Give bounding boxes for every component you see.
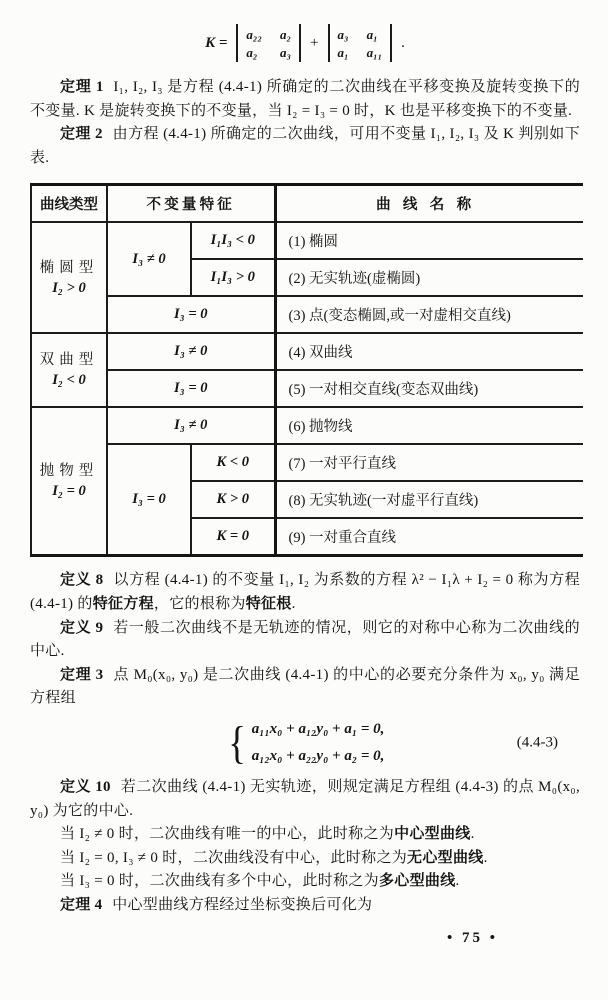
cell-inv-i1i3-lt-0: I₁I₃ < 0 [191,222,275,259]
k-formula [30,20,580,66]
table-row-7 [31,444,583,481]
cell-inv-i3-ne-0: I₃ ≠ 0 [107,222,191,296]
theorem-3 [30,664,580,711]
case-noncentral-term: 无心型曲线 [407,849,484,866]
table-row-4 [31,333,583,370]
definition-8-bold-characteristic-equation: 特征方程 [92,595,154,612]
cell-inv-k-lt-0: K < 0 [191,444,275,481]
cell-inv-k-eq-0: K = 0 [191,518,275,556]
cell-inv-i3-eq-0-hyperbolic: I₃ = 0 [107,370,275,407]
cell-type-elliptic: 椭圆型 I₂ > 0 [31,222,107,333]
case-multicentral-pre: 当 I₃ = 0 时，二次曲线有多个中心，此时称之为 [60,873,379,890]
definition-9 [30,617,580,664]
determinant-2 [328,24,393,62]
theorem-4-label: 定理 4 [60,896,103,913]
det2-a1-top: a₁ [366,27,378,42]
cell-name-ellipse: (1) 椭圆 [275,222,583,259]
equation-system-4-4-3 [30,714,580,772]
det1-a3: a₃ [280,45,292,60]
classification-table [30,183,583,557]
cell-name-imaginary-parallel-lines: (8) 无实轨迹(一对虚平行直线) [275,481,583,518]
case-noncentral-curve [30,847,580,871]
cell-inv-i1i3-gt-0: I₁I₃ > 0 [191,259,275,296]
theorem-2-text: 由方程 (4.4-1) 所确定的二次曲线，可用不变量 I₁, I₂, I₃ 及 K 判别如下表. [30,126,580,166]
cell-inv-k-gt-0: K > 0 [191,481,275,518]
cell-name-parallel-lines: (7) 一对平行直线 [275,444,583,481]
definition-8-text-3: . [291,595,296,612]
det1-a2-top: a₂ [280,27,292,42]
definition-8 [30,569,580,616]
theorem-2 [30,123,580,170]
cell-inv-i3-ne-0-parabolic: I₃ ≠ 0 [107,407,275,444]
table-header-row [31,185,583,223]
header-curve-type: 曲线类型 [31,185,107,223]
table-row-6 [31,407,583,444]
det2-a3: a₃ [337,27,349,42]
det1-a2-bottom: a₂ [246,45,258,60]
definition-9-text: 若一般二次曲线不是无轨迹的情况，则它的对称中心称为二次曲线的中心. [30,619,580,660]
theorem-3-text: 点 M₀(x₀, y₀) 是二次曲线 (4.4-1) 的中心的必要充分条件为 x₀, y₀ 满足方程组 [30,666,580,707]
theorem-1 [30,76,580,123]
k-formula-plus: + [310,34,319,51]
cell-type-parabolic: 抛物型 I₂ = 0 [31,407,107,556]
k-formula-period: . [401,34,405,51]
definition-8-text-1: 以方程 (4.4-1) 的不变量 I₁, I₂ 为系数的方程 λ² − I₁λ + I₂ = 0 称为方程 (4.4-1) 的 [30,572,580,612]
page-number: • 75 • [446,929,498,946]
definition-8-text-2: ，它的根称为 [153,595,246,612]
cell-name-intersecting-lines: (5) 一对相交直线(变态双曲线) [275,370,583,407]
cell-name-parabola: (6) 抛物线 [275,407,583,444]
case-central-post: . [470,826,475,843]
cell-inv-i3-eq-0-parabolic: I₃ = 0 [107,444,191,556]
cell-name-coincident-lines: (9) 一对重合直线 [275,518,583,556]
cell-inv-i3-ne-0-hyperbolic: I₃ ≠ 0 [107,333,275,370]
case-central-curve [30,823,580,847]
table-row-3 [31,296,583,333]
cell-inv-i3-eq-0-elliptic: I₃ = 0 [107,296,275,333]
determinant-1 [236,24,301,62]
det2-a1-bottom: a₁ [337,45,349,60]
theorem-2-label: 定理 2 [60,126,103,143]
theorem-1-text: I₁, I₂, I₃ 是方程 (4.4-1) 所确定的二次曲线在平移变换及旋转变换下的不变量. K 是旋转变换下的不变量，当 I₂ = I₃ = 0 时，K 也是平移变换下的不变量. [30,79,580,119]
case-noncentral-pre: 当 I₂ = 0, I₃ ≠ 0 时，二次曲线没有中心，此时称之为 [60,849,408,866]
equation-line-1: a₁₁x₀ + a₁₂y₀ + a₁ = 0, [251,720,385,737]
case-noncentral-post: . [483,849,488,866]
table-row-5 [31,370,583,407]
table-row-1 [31,222,583,259]
definition-8-bold-characteristic-root: 特征根 [245,595,292,612]
header-invariant-features: 不变量特征 [107,185,275,223]
theorem-1-label: 定理 1 [60,79,104,95]
cell-name-hyperbola: (4) 双曲线 [275,333,583,370]
case-central-pre: 当 I₂ ≠ 0 时，二次曲线有唯一的中心，此时称之为 [60,826,395,843]
det2-a11: a₁₁ [366,45,383,60]
theorem-4 [30,894,580,918]
det1-a22: a₂₂ [246,27,262,42]
theorem-3-label: 定理 3 [60,666,104,683]
cell-type-hyperbolic: 双曲型 I₂ < 0 [31,333,107,407]
theorem-4-text: 中心型曲线方程经过坐标变换后可化为 [112,896,373,913]
equation-number: (4.4-3) [516,734,558,751]
case-multicentral-post: . [455,873,460,890]
case-multicentral-curve [30,870,580,894]
definition-9-label: 定义 9 [60,619,104,636]
equation-line-2: a₁₂x₀ + a₂₂y₀ + a₂ = 0, [251,747,385,764]
left-brace: { [227,716,246,768]
header-curve-name: 曲线名称 [275,185,583,223]
definition-8-label: 定义 8 [60,572,104,589]
definition-10-text: 若二次曲线 (4.4-1) 无实轨迹，则规定满足方程组 (4.4-3) 的点 M₀(x₀, y₀) 为它的中心. [30,778,580,819]
cell-name-point: (3) 点(变态椭圆,或一对虚相交直线) [275,296,583,333]
cell-name-imaginary-ellipse: (2) 无实轨迹(虚椭圆) [275,259,583,296]
case-multicentral-term: 多心型曲线 [379,873,456,890]
k-formula-lhs: K = [205,34,228,51]
definition-10 [30,776,580,823]
definition-10-label: 定义 10 [60,778,111,795]
case-central-term: 中心型曲线 [394,826,471,843]
